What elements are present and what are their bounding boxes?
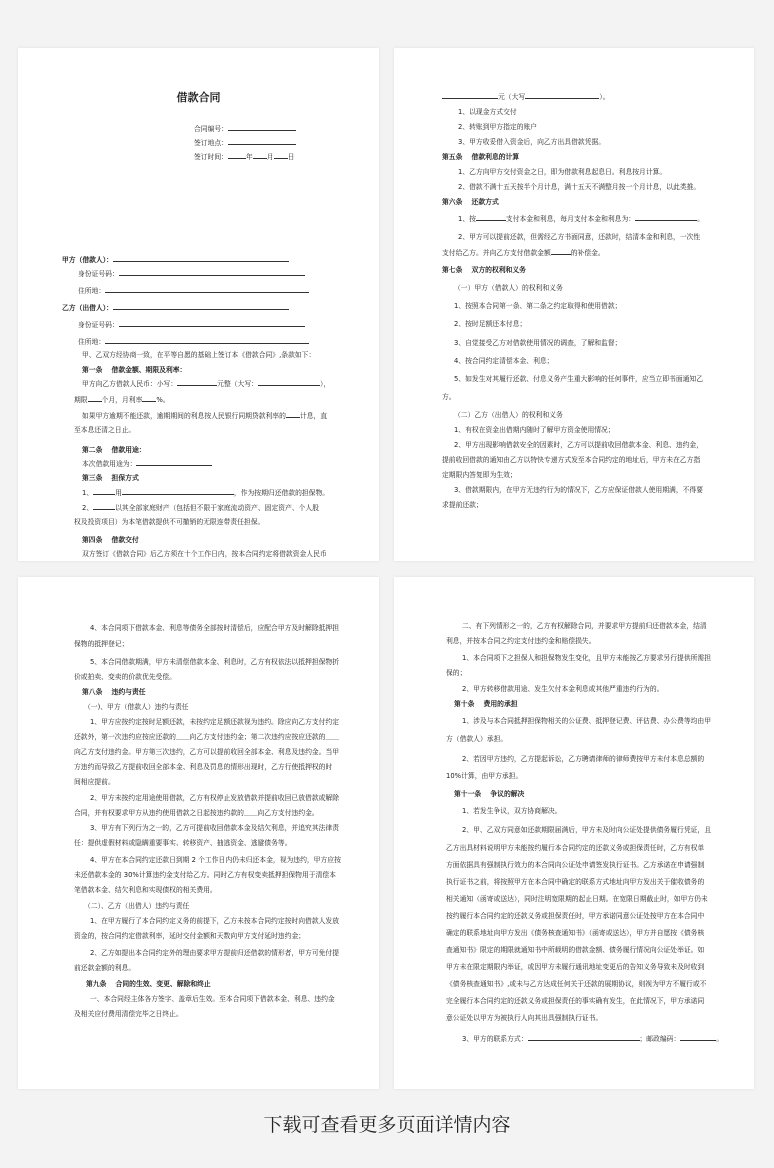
art11-k1c: 。 (716, 1035, 724, 1043)
id-no2-label: 身份证号码： (78, 321, 119, 329)
p3-line2: 保物的抵押登记； (74, 640, 129, 648)
art8-c1: 3、甲方有下列行为之一的，乙方可提前收回借款本金及结欠利息，并追究其法律责 (90, 824, 340, 832)
art8-a2: 还款外，第一次违约应按应还款的＿＿向乙方支付违约金；第二次违约应按应还款的＿＿ (74, 733, 340, 741)
art11-i1: 1、若发生争议，双方协商解决。 (462, 807, 562, 815)
art8-f2: 前还款金额的利息。 (74, 964, 136, 972)
p3-line3: 5、本合同借款期满，甲方未清偿借款本金、利息时，乙方有权依法以抵押担保物折 (90, 658, 340, 666)
art1-line1c: ）， (319, 380, 331, 388)
art5-line2: 2、借款不满十五天按半个月计息，满十五天不满整月按一个月计息，以此类推。 (458, 183, 701, 191)
art7-item4: 4、按合同约定清偿本金、利息； (454, 357, 554, 365)
art8-e2: 资金的，按合同约定借款利率，延时交付金额和天数向甲方支付延时违约金； (74, 932, 306, 940)
article-8-heading: 第八条 违约与责任 (82, 688, 146, 696)
art8-d3: 笔借款本金、结欠利息和实现债权的相关费用。 (74, 886, 217, 894)
art11-j8: 查通知书》限定的期限就通知书中所载明的借款金额、债务履行情况向公证处举证。如 (446, 946, 705, 954)
art1-line4: 至本息还清之日止。 (74, 426, 136, 434)
p2-line4: 3、甲方收妥借入资金后，向乙方出具借款凭据。 (458, 138, 606, 146)
art7-section1: （一）甲方（借款人）的权利和义务 (454, 284, 563, 292)
year-label: 年 (245, 153, 253, 161)
party-a-label: 甲方（借款人）： (62, 256, 113, 264)
art9-g2: 及相关应付费用清偿完毕之日终止。 (74, 1010, 183, 1018)
art5-line1: 1、乙方向甲方交付资金之日，即为借款利息起息日。利息按月计算。 (458, 168, 667, 176)
art8-a5: 间相应提前。 (74, 778, 115, 786)
art8-d2: 未还借款本金的 30%计算违约金支付给乙方。同时乙方有权变卖抵押担保物用于清偿本 (74, 871, 336, 879)
art10-h2: 方（借款人）承担。 (446, 735, 508, 743)
art7-s2-item3: 3、借款期限内，在甲方无违约行为的情况下，乙方应保证借款人使用期满，不得要 (454, 486, 704, 494)
art11-j12: 意公证处以甲方为被执行人向其出具强制执行证书。 (446, 1014, 603, 1022)
art8-b2: 合同，并有权要求甲方从违约使用借款之日起按违约款的＿＿向乙方支付违约金。 (74, 809, 319, 817)
article-10-heading: 第十条 费用的承担 (454, 700, 518, 708)
art7-item1: 1、按照本合同第一条、第二条之约定取得和使用借款； (454, 302, 622, 310)
art11-j11: 完全履行本合同约定的还款义务或担保责任的事实确有发生，在此情况下，甲方承诺同 (446, 997, 705, 1005)
p2-line2: 1、以现金方式交付 (458, 108, 517, 116)
p2-line1b: ）。 (599, 93, 610, 101)
article-1-heading: 第一条 借款金额、期限及利率： (82, 366, 187, 374)
art1-line2a: 期限 (74, 396, 88, 404)
art7-s2-item1: 1、有权在资金出借期内随时了解甲方资金使用情况； (454, 426, 615, 434)
art11-j10: 《债务核查通知书》,或未与乙方达成任何关于还款的展期协议，则视为甲方不履行或不 (446, 980, 707, 988)
document-page-4 (394, 577, 754, 1089)
art8-f1: 2、乙方如提出本合同约定外的理由要求甲方提前归还借款的情形者，甲方可免付提 (90, 949, 340, 957)
month-label: 月 (266, 153, 274, 161)
art3-line1a: 1、 (82, 489, 94, 497)
art8-a1: 1、甲方应按约定按时足额还款，未按约定足额还款视为违约。除应向乙方支付约定 (90, 718, 340, 726)
art11-k1b: ；邮政编码： (639, 1035, 681, 1043)
contract-title: 借款合同 (176, 91, 221, 104)
sign-time-label: 签订时间： (194, 153, 228, 161)
art8-a3: 向乙方支付违约金。甲方第三次违约，乙方可以提前收回全部本金、利息及违约金。当甲 (74, 748, 340, 756)
intro-text: 甲、乙双方经协商一致，在平等自愿的基础上签订本《借款合同》,条款如下： (82, 351, 316, 359)
p4-line4: 保的； (446, 669, 467, 677)
art7-s2-item2b: 提前收回借款的通知由乙方以特快专递方式发至本合同约定的地址后，甲方未在乙方指 (442, 456, 701, 464)
p4-line5: 2、甲方转移借款用途、发生欠付本金利息或其他严重违约行为的。 (462, 685, 664, 693)
art6-line3b: 的补偿金。 (570, 249, 605, 257)
art11-j3: 方面依据具有强制执行效力的本合同向公证处申请签发执行证书。乙方承诺在申请强制 (446, 861, 705, 869)
art11-j7: 确定的联系地址向甲方发出《债务核查通知书》（函寄或送达），甲方并自愿按《债务核 (446, 929, 705, 937)
art8-a4: 方违约而导致乙方提前收回全部本金、利息及罚息的情形出现时，乙方行使抵押权的时 (74, 763, 333, 771)
article-11-heading: 第十一条 争议的解决 (454, 790, 525, 798)
art4-line1: 双方签订《借款合同》后乙方须在十个工作日内，按本合同约定将借款资金人民币 (82, 550, 327, 558)
p4-line3: 1、本合同项下之担保人和担保物发生变化，且甲方未能按乙方要求另行提供所需担 (462, 654, 712, 662)
p2-line3: 2、转账到甲方指定的账户 (458, 123, 538, 131)
art11-j4: 执行证书之前，将按照甲方在本合同中确定的联系方式地址向甲方发出关于催收债务的 (446, 878, 705, 886)
article-7-heading: 第七条 双方的权利和义务 (442, 266, 526, 274)
art3-line1b: 用 (115, 489, 122, 497)
art3-line2b: 以其全部家庭财产（包括但不限于家庭流动资产、固定资产、个人股 (115, 504, 320, 512)
art1-line3b: 计息，直 (299, 412, 328, 420)
document-page-2 (394, 48, 754, 561)
contract-no-label: 合同编号： (194, 125, 228, 133)
art8-b1: 2、甲方未按约定用途使用借款，乙方有权停止发放借款并提前收回已放借款或解除 (90, 794, 340, 802)
party-b-label: 乙方（出借人）： (62, 304, 113, 312)
art9-g1: 一、本合同经主体各方签字、盖章后生效。至本合同项下借款本金、利息、违约金 (90, 995, 335, 1003)
art11-j2: 乙方出具材料说明甲方未能按约履行本合同约定的还款义务或担保责任时，乙方有权单 (446, 844, 705, 852)
download-more-caption: 下载可查看更多页面详情内容 (263, 1114, 511, 1136)
art8-section1: （一)、甲方（借款人）违约与责任 (84, 703, 189, 711)
art6-line3a: 支付给乙方。并向乙方支付借款金额 (442, 249, 551, 257)
art3-line3: 权及投资项目）为本笔借款提供不可撤销的无限连带责任担保。 (74, 518, 265, 526)
art11-j5: 相关通知（函寄或送达），同时注明宽限期的起止日期。在宽限日期截止时，如甲方仍未 (446, 895, 708, 903)
art6-line1a: 1、按 (458, 215, 476, 223)
art7-s2-item2: 2、甲方出现影响借款安全的因素时，乙方可以提前收回借款本金、利息、违约金， (454, 441, 704, 449)
p3-line4: 价或拍卖、变卖的价款优先受偿。 (74, 673, 176, 681)
art6-line2: 2、甲方可以提前还款，但需经乙方书面同意，还款时，结清本金和利息，一次性 (458, 233, 701, 241)
art8-c2: 任：提供虚假材料或隐瞒重要事实、转移资产、抽逃资金、逃避债务等。 (74, 839, 292, 847)
article-3-heading: 第三条 担保方式 (82, 474, 139, 482)
art7-item5b: 方。 (442, 393, 456, 401)
art6-line1c: 。 (697, 215, 704, 223)
art3-line1c: ，作为按期归还借款的担保物。 (233, 489, 330, 497)
article-6-heading: 第六条 还款方式 (442, 198, 499, 206)
p4-line1: 二、有下列情形之一的，乙方有权解除合同，并要求甲方提前归还借款本金，结清 (462, 622, 707, 630)
art1-line1b: 元整（大写： (217, 380, 258, 388)
art11-j6: 按约履行本合同约定的还款义务或担保责任时，甲方承诺同意公证处按甲方在本合同中 (446, 912, 705, 920)
art10-h3: 2、若因甲方违约，乙方提起诉讼，乙方聘请律师的律师费按甲方未付本息总额的 (462, 755, 705, 763)
art1-line3a: 如果甲方逾期不能还款，逾期期间的利息按人民银行同期贷款利率的 (82, 412, 286, 420)
article-4-heading: 第四条 借款交付 (82, 536, 139, 544)
art6-line1b: 支付本金和利息，每月支付本金和利息为： (505, 215, 636, 223)
art8-e1: 1、在甲方履行了本合同约定义务的前提下，乙方未按本合同约定按时向借款人发放 (90, 917, 340, 925)
art11-k1a: 3、甲方的联系方式： (462, 1035, 528, 1043)
art8-d1: 4、甲方在本合同约定还款日到期 2 个工作日内仍未归还本金，视为违约，甲方应按 (90, 856, 341, 864)
art8-section2: （二）、乙方（出借人）违约与责任 (84, 902, 190, 910)
document-page-1 (18, 48, 379, 561)
p3-line1: 4、本合同项下借款本金、利息等债务全部按时清偿后，应配合甲方及时解除抵押担 (90, 624, 340, 632)
art3-line2a: 2、 (82, 504, 94, 512)
art7-item5: 5、如发生对其履行还款、付息义务产生重大影响的任何事件，应当立即书面通知乙 (454, 375, 704, 383)
art10-h1: 1、涉及与本合同抵押担保物相关的公证费、抵押登记费、评估费、办公费等均由甲 (462, 717, 712, 725)
art7-item3: 3、自觉接受乙方对借款使用情况的调查，了解和监督； (454, 339, 622, 347)
art7-s2-item3b: 求提前还款； (442, 501, 483, 509)
article-5-heading: 第五条 借款利息的计算 (442, 153, 520, 161)
article-9-heading: 第九条 合同的生效、变更、解除和终止 (86, 980, 211, 988)
id-no-label: 身份证号码： (78, 270, 119, 278)
art7-section2: （二）乙方（出借人）的权利和义务 (454, 411, 563, 419)
document-page-3 (18, 577, 379, 1089)
day-label: 日 (287, 153, 295, 161)
p2-line1a: 元（大写 (498, 93, 526, 101)
address2-label: 住所地： (78, 338, 106, 346)
art1-line2c: %。 (156, 396, 170, 404)
sign-place-label: 签订地点： (194, 139, 228, 147)
art7-item2: 2、按时足额还本付息； (454, 320, 527, 328)
art7-s2-item2c: 定期限内答复即为生效； (442, 471, 517, 479)
art1-line1a: 甲方向乙方借款人民币：小写： (82, 380, 178, 388)
art1-line2b: 个月，月利率 (101, 396, 143, 404)
art11-j9: 甲方未在限定期限内举证，或因甲方未履行通讯地址变更后的告知义务导致未及时收到 (446, 963, 705, 971)
art11-j1: 2、甲、乙双方同意如还款期限届满后，甲方未及时向公证处提供债务履行凭证，且 (462, 826, 712, 834)
art2-line1: 本次借款用途为： (82, 460, 137, 468)
art10-h4: 10%计算，由甲方承担。 (446, 772, 523, 780)
p4-line2: 利息，并按本合同之约定支付违约金和赔偿损失。 (446, 637, 596, 645)
address-label: 住所地： (78, 287, 106, 295)
article-2-heading: 第二条 借款用途： (82, 446, 146, 454)
